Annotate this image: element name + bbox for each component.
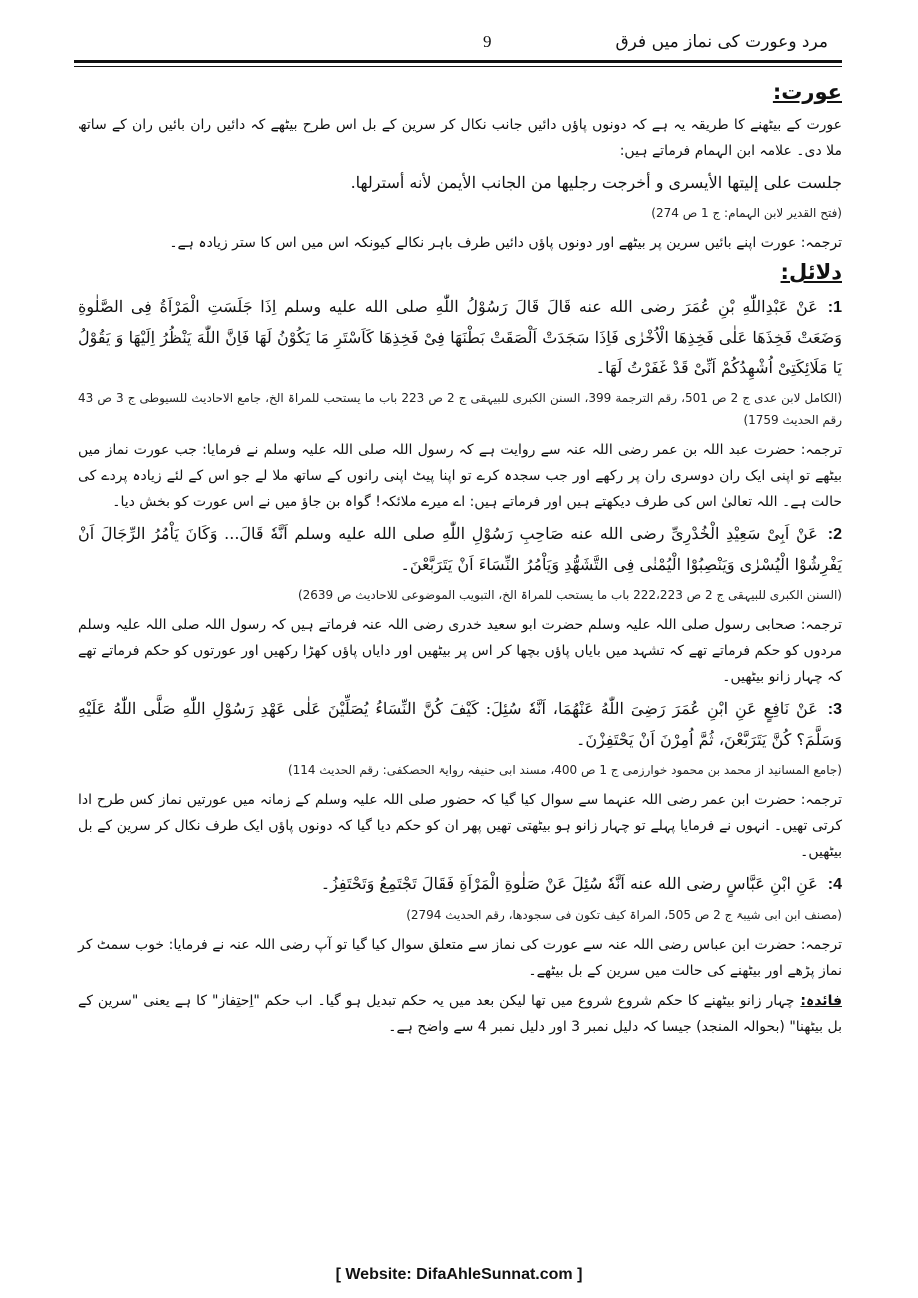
women-text: عورت کے بیٹھنے کا طریقہ یہ ہے کہ دونوں پاؤں دائیں جانب نکال کر سرین کے بل اس طرح بیٹھے کہ دائیں ران بائیں ران کے ساتھ ملا دی۔ علامہ ابن الہمام فرماتے ہیں: bbox=[78, 117, 842, 159]
evidence-2-number: 2: bbox=[827, 526, 842, 543]
women-heading: عورت: bbox=[772, 80, 842, 104]
evidence-3-arabic-text: عَنْ نَافِعٍ عَنِ ابْنِ عُمَرَ رَضِیَ اللّٰهُ عَنْهُمَا، اَنَّهٗ سُئِلَ: كَیْفَ كُنَّ النِّسَاءُ یُصَلِّیْنَ عَلٰی عَهْدِ رَسُوْلِ اللّٰهِ صَلَّی اللّٰهُ عَلَیْهِ وَسَلَّمَ؟ كُنَّ یَتَرَبَّعْنَ، ثُمَّ اُمِرْنَ اَنْ یَحْتَفِزْنَ۔ bbox=[78, 699, 842, 749]
evidence-4-number: 4: bbox=[827, 876, 842, 893]
website-footer: [ Website: DifaAhleSunnat.com ] bbox=[335, 1266, 583, 1283]
evidence-2-arabic-text: عَنْ اَبِیْ سَعِیْدِ الْخُدْرِیِّ رضی الله عنه صَاحِبِ رَسُوْلِ اللّٰهِ صلی الله علیه وسلم اَنَّهٗ قَالَ... وَكَانَ یَاْمُرُ الرِّجَالَ اَنْ یَفْرِشُوْا الْیُسْرٰی وَیَنْصِبُوْا الْیُمْنٰی فِی التَّشَهُّدِ وَیَاْمُرُ النِّسَاءَ اَنْ یَتَرَبَّعْنَ۔ bbox=[78, 524, 842, 574]
benefit-note bbox=[78, 988, 842, 1040]
evidence-heading: دلائل: bbox=[780, 260, 842, 284]
evidence-4-arabic bbox=[78, 869, 842, 900]
page-content bbox=[78, 78, 842, 1044]
header-rule-thick bbox=[74, 60, 842, 63]
header-title: مرد وعورت کی نماز میں فرق bbox=[615, 32, 828, 52]
evidence-4-arabic-text: عَنِ ابْنِ عَبَّاسٍ رضی الله عنه اَنَّهٗ سُئِلَ عَنْ صَلٰوةِ الْمَرْاَةِ فَقَالَ تَجْتَمِعُ وَتَحْتَفِزُ۔ bbox=[320, 874, 818, 893]
evidence-2-reference: (السنن الکبری للبیہقی ج 2 ص 222،223 باب ما یستحب للمراۃ الخ، التبویب الموضوعی للاحادیث ص 2639) bbox=[297, 588, 842, 602]
benefit-text: چہار زانو بیٹھنے کا حکم شروع شروع میں تھا لیکن بعد میں یہ حکم تبدیل ہو گیا۔ اب حکم "اِحتِفاز" کا ہے یعنی "سرین کے بل بیٹھنا" (بحوالہ المنجد) جیسا کہ دلیل نمبر 3 اور دلیل نمبر 4 سے واضح ہے۔ bbox=[78, 993, 842, 1035]
evidence-1-arabic-text: عَنْ عَبْدِاللّٰهِ بْنِ عُمَرَ رضی الله عنه قَالَ قَالَ رَسُوْلُ اللّٰهِ صلی الله علیه وسلم اِذَا جَلَسَتِ الْمَرْاَةُ فِی الصَّلٰوةِ وَضَعَتْ فَخِذَهَا عَلٰی فَخِذِهَا الْاُخْرٰی فَاِذَا سَجَدَتْ اَلْصَقَتْ بَطْنَهَا فِیْ فَخِذِهَا كَاَسْتَرِ مَا یَكُوْنُ لَهَا فَاِنَّ اللّٰهَ یَنْظُرُ اِلَیْهَا وَ یَقُوْلُ یَا مَلَائِكَتِیْ اُشْهِدُكُمْ اَنِّیْ قَدْ غَفَرْتُ لَهَا۔ bbox=[78, 297, 842, 377]
evidence-4-reference: (مصنف ابن ابی شیبۃ ج 2 ص 505، المراۃ کیف تکون فی سجودھا، رقم الحدیث 2794) bbox=[406, 908, 842, 922]
evidence-2-translation: ترجمہ: صحابی رسول صلی اللہ علیہ وسلم حضرت ابو سعید خدری رضی اللہ عنہ فرماتے ہیں کہ رسول اللہ صلی اللہ علیہ وسلم مردوں کو حکم فرماتے تھے کہ تشہد میں بایاں پاؤں بچھا کر اس پر بیٹھیں اور دایاں پاؤں کھڑا رکھیں اور عورتوں کو حکم فرماتے تھے کہ چہار زانو بیٹھیں۔ bbox=[78, 617, 842, 685]
evidence-1-reference: (الکامل لابن عدی ج 2 ص 501، رقم الترجمة 399، السنن الکبری للبیہقی ج 2 ص 223 باب ما یستحب للمراۃ الخ، جامع الاحادیث للسیوطی ج 3 ص 43 رقم الحدیث 1759) bbox=[78, 391, 842, 427]
header-rule-thin bbox=[74, 66, 842, 67]
women-arabic-quote: جلست على إليتها الأيسرى و أخرجت رجليها من الجانب الأيمن لأنه أسترلها. bbox=[350, 173, 842, 192]
evidence-3-reference: (جامع المسانید از محمد بن محمود خوارزمی ج 1 ص 400، مسند ابی حنیفہ روایۃ الحصکفی: رقم الحدیث 114) bbox=[287, 763, 842, 777]
women-translation: ترجمہ: عورت اپنے بائیں سرین پر بیٹھے اور دونوں پاؤں دائیں طرف باہر نکالے کیونکہ اس میں اس کا ستر زیادہ ہے۔ bbox=[169, 235, 842, 251]
evidence-3-translation: ترجمہ: حضرت ابن عمر رضی اللہ عنہما سے سوال کیا گیا کہ حضور صلی اللہ علیہ وسلم کے زمانہ میں عورتیں نماز کس طرح ادا کرتی تھیں۔ انہوں نے فرمایا پہلے تو چہار زانو ہو بیٹھتی تھیں پھر ان کو حکم دیا گیا کہ دونوں پاؤں ایک طرف نکال کر سرین کے بل بیٹھیں۔ bbox=[78, 792, 842, 860]
benefit-label: فائدہ: bbox=[800, 993, 842, 1009]
evidence-3-arabic bbox=[78, 694, 842, 755]
evidence-4-translation: ترجمہ: حضرت ابن عباس رضی اللہ عنہ سے عورت کی نماز سے متعلق سوال کیا گیا تو آپ رضی اللہ عنہ نے فرمایا: خوب سمٹ کر نماز پڑھے اور بیٹھنے کی حالت میں سرین کے بل بیٹھے۔ bbox=[78, 937, 842, 979]
page-number: 9 bbox=[483, 32, 492, 51]
evidence-1-number: 1: bbox=[827, 299, 842, 316]
evidence-1-arabic bbox=[78, 292, 842, 383]
evidence-3-number: 3: bbox=[827, 701, 843, 718]
page-header bbox=[78, 26, 838, 62]
women-reference: (فتح القدیر لابن الہمام: ج 1 ص 274) bbox=[651, 206, 842, 220]
evidence-1-translation: ترجمہ: حضرت عبد اللہ بن عمر رضی اللہ عنہ سے روایت ہے کہ رسول اللہ صلی اللہ علیہ وسلم نے فرمایا: جب عورت نماز میں بیٹھے تو اپنی ایک ران دوسری ران پر رکھے اور جب سجدہ کرے تو اپنا پیٹ اپنی رانوں کے ساتھ ملا لے جو اس کے لئے زیادہ پردے کی حالت ہے۔ اللہ تعالیٰ اس کی طرف دیکھتے ہیں اور فرماتے ہیں: اے میرے ملائکہ! گواہ بن جاؤ میں نے اس عورت کو بخش دیا۔ bbox=[78, 442, 842, 510]
evidence-2-arabic bbox=[78, 519, 842, 580]
